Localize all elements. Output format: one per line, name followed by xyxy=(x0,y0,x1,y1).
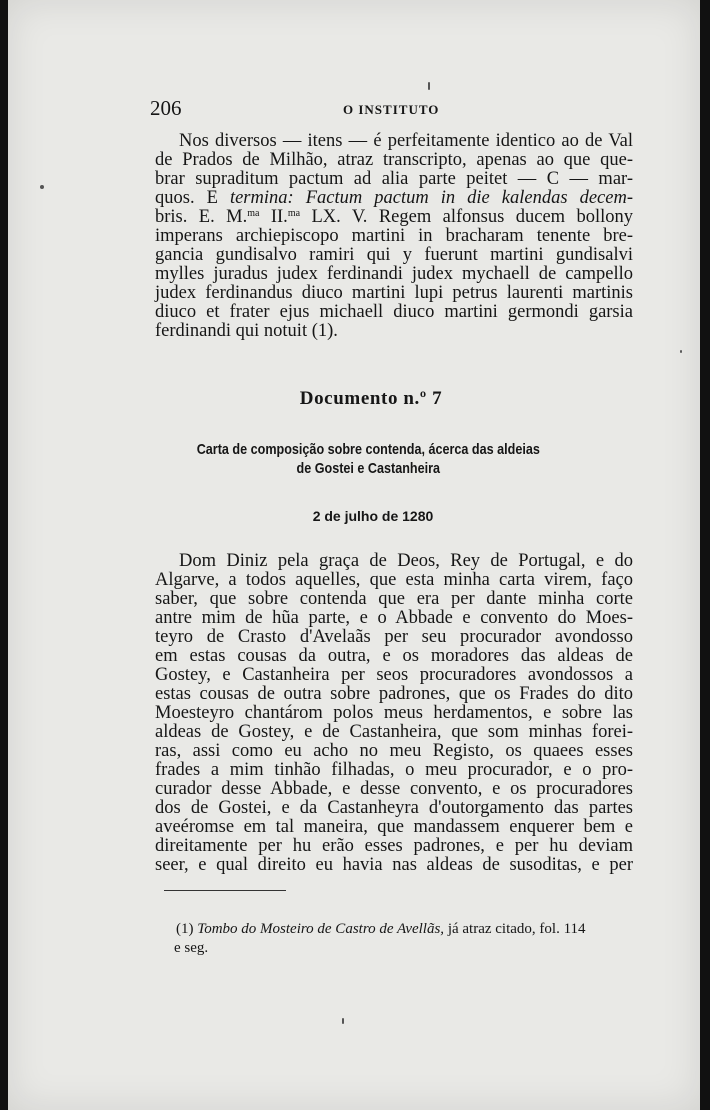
text-line: mylles juradus judex ferdinandi judex mychaell de campello xyxy=(155,264,633,284)
print-speck xyxy=(428,82,430,90)
intro-paragraph xyxy=(155,132,633,341)
text-line: estas cousas de outra sobre padrones, que os Frades do dito xyxy=(155,684,633,704)
text-line: gancia gundisalvo ramiri qui y fuerunt martini gundisalvi xyxy=(155,245,633,265)
text-line: diuco et frater ejus michaell diuco martini germondi garsia xyxy=(155,302,633,322)
footnote-source-title: Tombo do Mosteiro de Castro de Avellãs, xyxy=(197,921,445,937)
text-line: curador desse Abbade, e desse convento, e os procuradores xyxy=(155,779,633,799)
text-line: Dom Diniz pela graça de Deos, Rey de Portugal, e do xyxy=(179,551,633,571)
text-line: judex ferdinandus diuco martini lupi petrus laurenti martinis xyxy=(155,283,633,303)
text-line: aveéromse em tal maneira, que mandassem enquerer bem e xyxy=(155,817,633,837)
text-line xyxy=(155,189,633,208)
document-title-line: Carta de composição sobre contenda, ácerca das aldeias xyxy=(196,441,540,458)
document-date: 2 de julho de 1280 xyxy=(312,508,434,524)
footnote-marker: (1) xyxy=(176,921,194,937)
text-line: Gostey, e Castanheira per seos procuradores avondossos a xyxy=(155,665,633,685)
document-heading: Documento n.º 7 xyxy=(299,388,443,409)
text-line: Algarve, a todos aquelles, que esta minha carta virem, faço xyxy=(155,570,633,590)
text-line: ferdinandi qui notuit (1). xyxy=(155,321,338,341)
footnote-citation: já atraz citado, fol. 114 xyxy=(444,921,586,937)
footnote-divider xyxy=(164,890,286,891)
print-speck xyxy=(342,1018,344,1024)
text-line: ras, assi como eu acho no meu Registo, os quaees esses xyxy=(155,741,633,761)
text-line: seer, e qual direito eu havia nas aldeas de susoditas, e per xyxy=(155,855,633,875)
book-page xyxy=(8,0,700,1110)
text-line xyxy=(155,208,633,227)
text-line: saber, que sobre contenda que era per dante minha corte xyxy=(155,589,633,609)
print-speck xyxy=(680,350,682,353)
text-line: antre mim de hũa parte, e o Abbade e convento do Moes- xyxy=(155,608,633,628)
text-segment: quos. E xyxy=(155,188,230,208)
footnote xyxy=(176,920,636,958)
text-line: brar supraditum pactum ad alia parte peitet — C — mar- xyxy=(155,169,633,189)
superscript: ma xyxy=(287,208,301,219)
footnote-line xyxy=(176,920,636,939)
running-title: O INSTITUTO xyxy=(343,102,440,117)
text-line: em estas cousas da outra, e os moradores das aldeas de xyxy=(155,646,633,666)
text-line: teyro de Crasto d'Avelaãs per seu procurador avondosso xyxy=(155,627,633,647)
document-title-line: de Gostei e Castanheira xyxy=(296,460,441,477)
text-line: direitamente per hu erão esses padrones, e per hu deviam xyxy=(155,836,633,856)
text-line: aldeas de Gostey, e de Castanheira, que som minhas forei- xyxy=(155,722,633,742)
text-line: dos de Gostei, e da Castanheyra d'outorgamento das partes xyxy=(155,798,633,818)
text-line: imperans archiepiscopo martini in bracharam tenente bre- xyxy=(155,226,633,246)
print-speck xyxy=(40,185,44,189)
superscript: ma xyxy=(247,208,260,219)
text-line: Moesteyro chantárom polos meus herdamentos, e sobre las xyxy=(155,703,633,723)
document-title xyxy=(63,440,644,478)
text-segment: II. xyxy=(259,207,288,227)
text-segment: LX. V. Regem alfonsus ducem bollony xyxy=(300,207,633,227)
text-segment: bris. E. M. xyxy=(155,207,248,227)
text-line: Nos diversos — itens — é perfeitamente identico ao de Val xyxy=(179,131,633,151)
footnote-line: e seg. xyxy=(174,940,209,956)
text-line: de Prados de Milhão, atraz transcripto, apenas ao que que- xyxy=(155,150,633,170)
italic-text-segment: termina: Factum pactum in die kalendas decem- xyxy=(229,188,634,208)
text-line: frades a mim tinhão filhadas, o meu procurador, e o pro- xyxy=(155,760,633,780)
page-number: 206 xyxy=(150,96,182,120)
body-paragraph xyxy=(155,552,633,875)
